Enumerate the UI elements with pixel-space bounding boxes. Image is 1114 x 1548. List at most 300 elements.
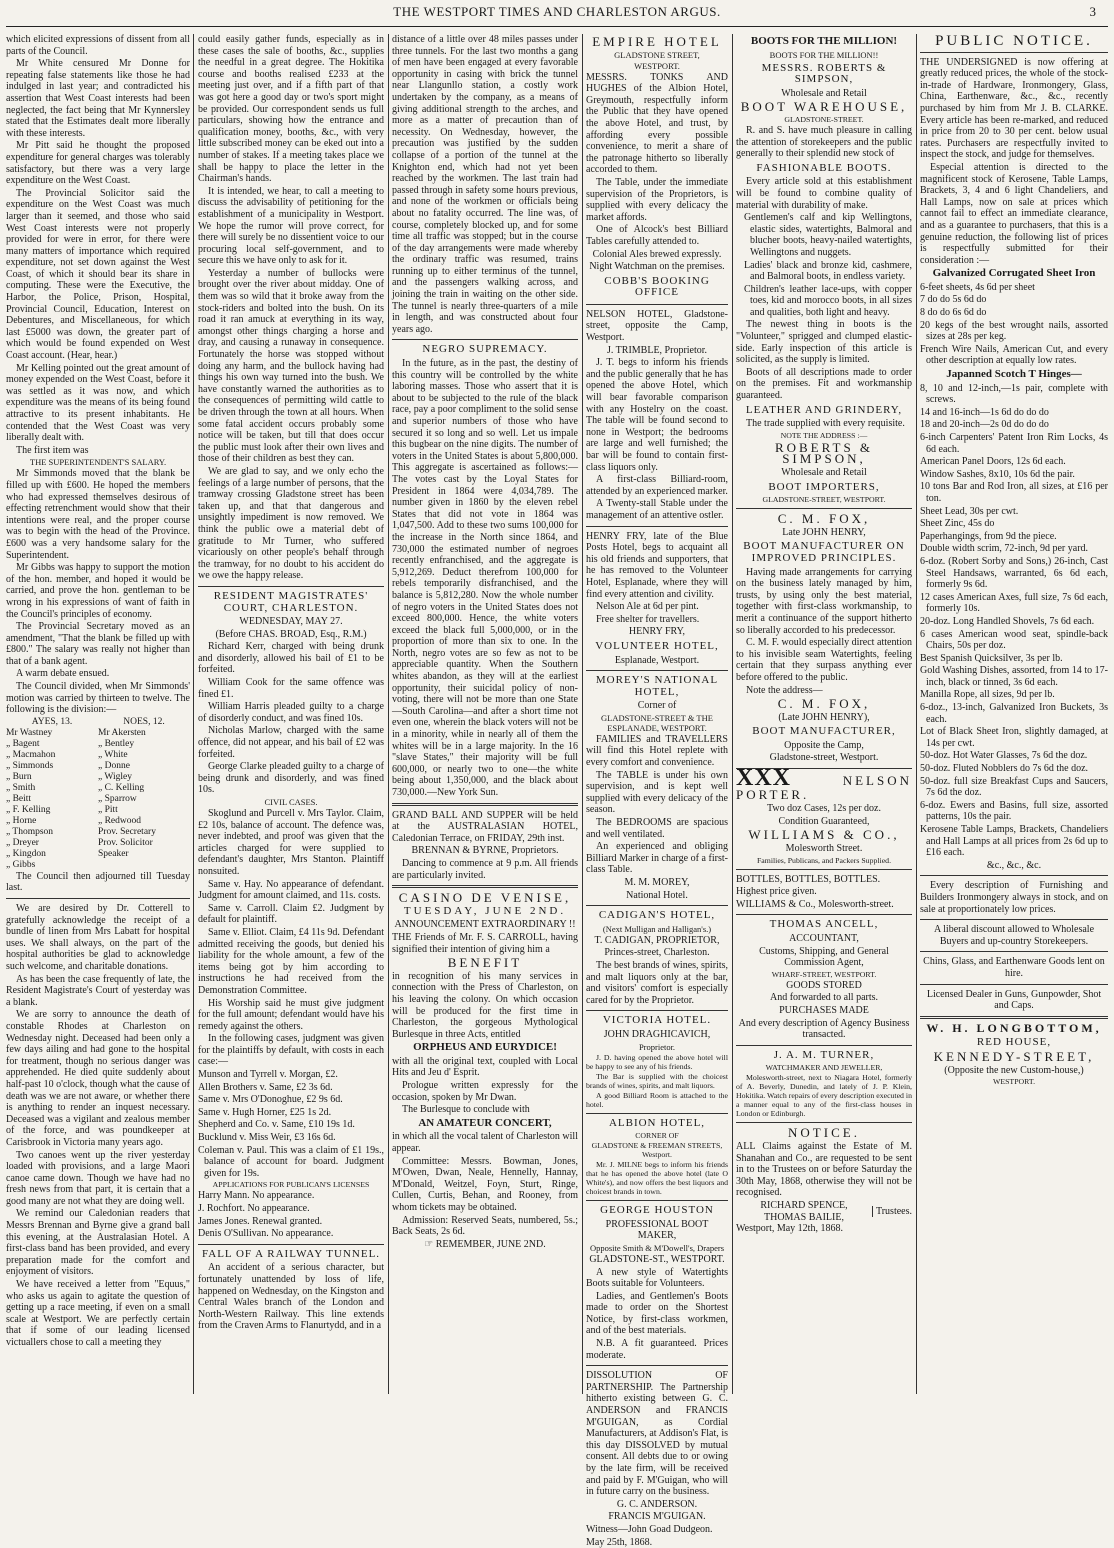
paragraph: THE Friends of Mr. F. S. CARROLL, having signified their intention of giving him a (392, 931, 578, 955)
signature: THOMAS BAILIE, (763, 1211, 844, 1223)
paragraph: Prologue written expressly for the occasion, spoken by Mr Dwan. (392, 1080, 578, 1103)
price-item: 6-inch Carpenters' Patent Iron Rim Locks, 4s 6d each. (920, 432, 1108, 455)
column-divider (582, 34, 583, 1394)
paragraph: NELSON HOTEL, Gladstone-street, opposite the Camp, Westport. (586, 308, 728, 344)
nelson-hotel-advert (586, 309, 728, 527)
section-heading: Japanned Scotch T Hinges— (946, 368, 1082, 381)
paragraph: Licensed Dealer in Guns, Gunpowder, Shot and Caps. (926, 988, 1102, 1012)
paragraph: William Harris pleaded guilty to a charge of disorderly conduct, and was fined 10s. (198, 701, 384, 724)
price-item: 10 tons Bar and Rod Iron, all sizes, at £16 per ton. (920, 481, 1108, 504)
column-divider (732, 34, 733, 1394)
paragraph: One of Alcock's best Billiard Tables carefully attended to. (586, 224, 728, 247)
paragraph: An accident of a serious character, but fortunately unattended by loss of life, happened on Wednesday, on the Kingston and Central Wales branch of the London and North-Western Railway. This line extends from the Craven Arms to Flanurtydd, and in a (198, 1262, 384, 1332)
advert-note: NOTE THE ADDRESS :— (780, 430, 868, 440)
paragraph: Nelson Ale at 6d per pint. (596, 601, 699, 613)
paragraph: Nicholas Marlow, charged with the same offence, did not appear, and his bail of £2 was forfeited. (198, 725, 384, 760)
paragraph: Mr Gibbs was happy to support the motion of the hon. member, and hoped it would be carried, and prove the hon. gentleman to be wrong in his expressions of want of faith in the Council's principles of economy. (6, 562, 190, 620)
paragraph: Dancing to commence at 9 p.m. All friends are particularly invited. (392, 857, 578, 881)
paragraph: The Burlesque to conclude with (402, 1104, 530, 1116)
subheading: CIVIL CASES. (264, 797, 318, 807)
paragraph: Mr Pitt said he thought the proposed expenditure for general charges was tolerably satisfactory, but there was a very large expenditure on the West Coast. (6, 140, 190, 187)
advert-address: WESTPORT. (992, 1077, 1036, 1087)
advert-address: (Next Mulligan and Halligan's.) (602, 923, 712, 934)
advert-heading: WILLIAMS & CO., (748, 827, 900, 843)
advert-heading: NELSON PORTER. (736, 773, 912, 802)
case-item: Coleman v. Paul. This was a claim of £1 19s., balance of account for board. Judgment given for 19s. (198, 1144, 384, 1179)
advert-address: GLADSTONE-STREET. (784, 114, 864, 124)
paragraph: A first-class Billiard-room, attended by an experienced marker. (586, 474, 728, 497)
price-item: Sheet Lead, 30s per cwt. (920, 505, 1019, 517)
paragraph: Every article sold at this establishment will be found to combine quality of material with durability of make. (736, 176, 912, 211)
divider (920, 984, 1108, 985)
advert-heading: LEATHER AND GRINDERY, (745, 403, 903, 416)
price-item: 6 cases American wood seat, spindle-back Chairs, 50s per doz. (920, 628, 1108, 652)
list-item: Mr Akersten (98, 727, 146, 738)
divider (392, 803, 578, 806)
ancell-advert (736, 919, 912, 1045)
pointing-hand-icon: ☞ (424, 1238, 434, 1250)
paragraph: A Twenty-stall Stable under the management of an attentive ostler. (586, 498, 728, 521)
signature: FRANCIS M'GUIGAN. (608, 1511, 706, 1523)
notice-date: May 25th, 1868. (586, 1536, 653, 1548)
list-item: Ladies' black and bronze kid, cashmere, and Balmoral boots, in endless variety. (744, 259, 912, 283)
license-item: J. Rochfort. No appearance. (198, 1203, 310, 1214)
advert-proprietor: JOHN DRAGHICAVICH, (603, 1028, 711, 1040)
paragraph: which elicited expressions of dissent from all parts of the Council. (6, 34, 190, 57)
advert-subheading: RED HOUSE, (976, 1036, 1052, 1049)
column-6 (920, 34, 1108, 1394)
advert-address: Corner of (637, 700, 677, 712)
paragraph: Condition Guaranteed, (778, 815, 870, 827)
column-5 (736, 34, 912, 1394)
paragraph: The TABLE is under his own supervision, and is kept well supplied with every delicacy of the season. (586, 769, 728, 816)
paragraph: R. and S. have much pleasure in calling the attention of storekeepers and the public generally to their splendid new stock of (736, 124, 912, 160)
bottles-advert (736, 874, 912, 916)
list-item: „ Pitt (98, 804, 118, 815)
price-item: Paperhangings, from 9d the piece. (920, 530, 1057, 542)
paragraph: The newest thing in boots is the "Volunteer," sprigged and clumped elastic-side. Early inspection of this article is solicited, as the supply is limited. (736, 319, 912, 366)
license-item: Harry Mann. No appearance. (198, 1190, 315, 1202)
advert-heading: BOOT IMPORTERS, (768, 480, 880, 493)
article-subheading: (Before CHAS. BROAD, Esq., R.M.) (215, 628, 367, 640)
advert-proprietor: J. TRIMBLE, Proprietor. (606, 344, 708, 356)
list-item: Children's leather lace-ups, with copper toes, kid and morocco boots, in all sizes and qualities, both light and heavy. (744, 283, 912, 318)
advert-subheading: Wholesale and Retail (781, 87, 867, 99)
advert-heading: BENEFIT (447, 955, 523, 971)
case-item: Same v. Hugh Horner, £25 1s 2d. (198, 1106, 332, 1118)
paragraph: A new style of Watertights Boots suitable for Volunteers. (586, 1266, 728, 1290)
advert-address: (Opposite the new Custom-house,) (944, 1064, 1084, 1076)
divider (392, 339, 578, 340)
advert-address: CORNER OF (635, 1131, 679, 1141)
paragraph: George Clarke pleaded guilty to a charge of being drunk and disorderly, and was fined 10s. (198, 761, 384, 796)
paragraph: Same v. Hay. No appearance of defendant. Judgment for amount claimed, and 11s. costs. (198, 878, 384, 902)
advert-heading: BOOT MANUFACTURER ON IMPROVED PRINCIPLES. (743, 540, 905, 564)
advert-heading: COBB'S BOOKING OFFICE (604, 274, 710, 299)
notice-date: Westport, May 12th, 1868. (736, 1223, 843, 1235)
division-list (6, 717, 190, 871)
etc-line: &c., &c., &c. (986, 859, 1042, 871)
page-header (0, 4, 1114, 26)
list-item: „ Horne (6, 815, 37, 826)
noes-list (98, 717, 190, 871)
paragraph: Free shelter for travellers. (596, 613, 700, 625)
price-item: 6-doz. Ewers and Basins, full size, assorted patterns, 10s the pair. (920, 799, 1108, 823)
advert-address: Gladstone-street, Westport. (769, 752, 879, 764)
article-heading: FALL OF A RAILWAY TUNNEL. (201, 1247, 381, 1260)
paragraph: MESSRS. TONKS AND HUGHES of the Albion Hotel, Greymouth, respectfully inform the Public that they have opened the above Hotel, and trust, by affording every possible convenience, to merit a share of the patronage hitherto so liberally accorded to them. (586, 71, 728, 176)
divider (920, 52, 1108, 53)
paragraph: The Provincial Secretary moved as an amendment, "That the blank be filled up with £800." The salary was really not higher than that of a bank agent. (6, 621, 190, 667)
article-heading: NEGRO SUPREMACY. (422, 343, 548, 356)
price-item: 12 cases American Axes, full size, 7s 6d each, formerly 10s. (920, 591, 1108, 615)
advert-heading: C. M. FOX, (777, 696, 871, 712)
advert-address: Opposite Smith & M'Dowell's, Drapers (589, 1242, 725, 1253)
case-item: Same v. Mrs O'Donoghue, £2 9s 6d. (198, 1094, 343, 1106)
divider (920, 951, 1108, 952)
paragraph: Highest price given. (736, 886, 817, 898)
paragraph: The BEDROOMS are spacious and well ventilated. (586, 817, 728, 840)
advert-heading: BOOTS FOR THE MILLION! (750, 35, 898, 47)
ayes-list (6, 717, 98, 871)
price-item: 6-doz., 13-inch, Galvanized Iron Buckets, 3s each. (920, 702, 1108, 725)
paragraph: Yesterday a number of bullocks were brought over the river about midday. One of them was so wild that it broke away from the stock-riders and bolted into the bush. On its road it ran amuck at everything in its way, amongst other things charging a horse and dray, and causing a runaway in consequence. Fortunately the horse was stopped without doing any harm, and the bullock having had things his own way turned into the bush. We have constantly warned the authorities as to the consequences of permitting wild cattle to be driven through the town at all hours. When some fatal accident occurs probably some notice will be taken, but till that does occur the public must look after their own lives and those of their children as best they can. (198, 267, 384, 465)
paragraph: with all the original text, coupled with Local Hits and Jeu d' Esprit. (392, 1055, 578, 1079)
price-item: Manilla Rope, all sizes, 9d per lb. (920, 689, 1055, 701)
case-item: Bucklund v. Miss Weir, £3 16s 6d. (198, 1132, 336, 1144)
paragraph: J. D. having opened the above hotel will be happy to see any of his friends. (586, 1052, 728, 1071)
paragraph: We have received a letter from "Equus," who asks us again to agitate the question of getting up a race meeting, if even on a small scale at Westport. We are perfectly certain that if some of our leading licensed victuallers chose to call a meeting they (6, 1279, 190, 1348)
paragraph: The Council then adjourned till Tuesday last. (6, 870, 190, 894)
page-number: 3 (1089, 4, 1096, 19)
paragraph: The trade supplied with every requisite. (746, 418, 905, 430)
list-item: „ Smith (6, 782, 36, 793)
paragraph: Night Watchman on the premises. (589, 261, 725, 273)
case-item: Allen Brothers v. Same, £2 3s 6d. (198, 1081, 333, 1093)
list-item: „ Burn (6, 771, 32, 782)
divider (392, 885, 578, 888)
list-item: „ Bentley (98, 738, 135, 749)
list-item: „ Kingdon (6, 848, 46, 859)
dissolution-notice (586, 1370, 728, 1548)
paragraph: As has been the case frequently of late, the Resident Magistrate's Court of yesterday was a blank. (6, 973, 190, 1008)
price-item: Kerosene Table Lamps, Brackets, Chandeliers and Hall Lamps at all prices from 2s 6d up to £16 each. (920, 824, 1108, 859)
trustee-names (736, 1200, 872, 1223)
paragraph: in which all the vocal talent of Charleston will appear. (392, 1131, 578, 1155)
column-1 (6, 34, 190, 1394)
list-item: „ Macmahon (6, 749, 56, 760)
paragraph: Skoglund and Purcell v. Mrs Taylor. Claim, £2 10s, balance of account. The defence was, never indebted, and proof was given that the articles charged for were supplied to defendant's daughter, Mrs Stanton. Plaintiff nonsuited. (198, 808, 384, 877)
divider (920, 875, 1108, 876)
advert-subheading: (Late JOHN HENRY), (778, 711, 870, 723)
list-item: „ C. Kelling (98, 782, 145, 793)
advert-address: GLADSTONE-ST., WESTPORT. (589, 1253, 725, 1265)
advert-heading: C. M. FOX, (777, 511, 871, 527)
divider (6, 898, 190, 899)
divider (198, 586, 384, 587)
paragraph: WILLIAMS & Co., Molesworth-street. (736, 898, 894, 910)
cadigans-hotel-advert (586, 910, 728, 1011)
advert-heading: BOOT MANUFACTURER, (752, 725, 896, 738)
advert-heading: AN AMATEUR CONCERT, (418, 1116, 552, 1129)
paragraph: Mr Kelling pointed out the great amount of money expended on the West Coast, before it was settled as it was now, and which expenditure was the means of its being found attractive to its present inhabitants. He contended that the West Coast was very liberally dealt with. (6, 362, 190, 444)
advert-heading: MOREY'S NATIONAL HOTEL, (595, 674, 719, 698)
remember-date: REMEMBER, JUNE 2ND. (435, 1238, 546, 1250)
paragraph: And forwarded to all parts. (769, 992, 879, 1004)
advert-heading: BOOT WAREHOUSE, (740, 99, 908, 115)
paragraph: Mr Simmonds moved that the blank be filled up with £600. He hoped the members who had expressed themselves desirous of effecting retrenchment would show that their intentions were real, and the proper course was to begin with the head of the Province. £600 was a very handsome salary for the Superintendent. (6, 468, 190, 561)
advert-heading: J. A. M. TURNER, (773, 1048, 875, 1061)
paragraph: Having made arrangements for carrying on the business lately managed by him, trusts, by using only the best material, together with first-class workmanship, to merit a continuance of the support hitherto so liberally accorded to his predecessor. (736, 566, 912, 636)
price-item: 18 and 20-inch—2s 0d do do do (920, 419, 1049, 431)
paragraph: We are glad to say, and we only echo the feelings of a large number of persons, that the tramway crossing Gladstone street has been taken up, and that that dangerous and unsightly impediment is now removed. We think the public owe a material debt of gratitude to Mr Turner, who suffered vicariously on other people's behalf through the tramway, for no doubt to his accident do we owe the happy release. (198, 465, 384, 582)
article-date: WEDNESDAY, MAY 27. (239, 616, 343, 628)
advert-proprietor-title: Proprietor. (638, 1041, 676, 1052)
noes-heading: NOES, 12. (123, 716, 165, 727)
paragraph: HENRY FRY, late of the Blue Posts Hotel, begs to acquaint all his old friends and supporters, that he has removed to the Volunteer Hotel, Esplanade, where they will find every attention and civility. (586, 530, 728, 600)
advert-heading: ROBERTS & SIMPSON, (774, 439, 874, 467)
list-item: „ Bagent (6, 738, 40, 749)
advert-heading: THOMAS ANCELL, (769, 918, 879, 931)
list-item: „ Thompson (6, 826, 54, 837)
column-2 (198, 34, 384, 1394)
section-heading: Galvanized Corrugated Sheet Iron (932, 267, 1096, 280)
advert-address: WHARF-STREET, WESTPORT. (771, 969, 877, 979)
price-item: Sheet Zinc, 45s do (920, 518, 995, 530)
paragraph: In the future, as in the past, the destiny of this country will be controlled by the white laboring masses. Those who assert that it is about to be subjected to the rule of the black race, pay a poor compliment to the solid sense and superior numbers of those who have secured it so long and so well. Let us impale this bugbear on the nine digits. The number of voters in the United States is about 5,800,000. This aggregate is ascertained as follows:—The votes cast by the Loyal States for President in 1864 were 4,034,789. The number given in 1860 by the eleven rebel States that did not vote in 1864 was 1,047,500. Add to these two sums 100,000 for the increase in the North since 1864, and 730,000 the estimated number of negroes recently enfranchised, and the aggregate is 5,912,269. Deduct therefrom 100,000 for rebels temporarily disfranchised, and the balance is 5,812,280. Now the whole number of negro voters in the United States does not exceed 800,000. Hence, the white voters exceed the black full 5,000,000, or in the proportion of more than six to one. In the North, negro votes are so few as not to be appreciable quantity. When the Southern whites abandon, as they will at the earliest opportunity, their suicidal policy of non-voting, there will not be more than one State—South Carolina—and after a short time not even one, wherein the black voters will not be in a minority, while in nearly all of them the whites will be in a large majority. In the 16 "slave States," their majority will be full 600,000, or nearly two to one—the white being about 1,350,000, and the black about 730,000.—New York Sun. (392, 358, 578, 798)
price-item: French Wire Nails, American Cut, and every other description at equally low rates. (920, 343, 1108, 367)
price-item: American Panel Doors, 12s 6d each. (920, 456, 1066, 468)
advert-address: KENNEDY-STREET, (933, 1048, 1095, 1064)
signature: G. C. ANDERSON. (616, 1498, 698, 1510)
paragraph: It is intended, we hear, to call a meeting to discuss the advisability of petitioning for the establishment of a municipality in Westport. We hope the rumor will prove correct, for there will surely be no dissentient voice to our procuring local self-government, and to secure this we have only to ask for it. (198, 185, 384, 267)
list-item: „ Dreyer (6, 837, 39, 848)
paragraph: The Provincial Solicitor said the expenditure on the West Coast was much larger than it seemed, and those who said West Coast interests were not properly provided for were in error, for there were many matters of importance which required expenditure, not set down against the West Coast, of which it should bear its share in computing. These were the Executive, the Harbor, the Police, Prison, Hospital, Provincial Council, Education, Interest on Debentures, and Miscellaneous, for which last £5000 was down, the greater part of which would be found expended on West Coast account. (Hear, hear.) (6, 187, 190, 362)
estate-notice (736, 1127, 912, 1234)
paragraph: Admission: Reserved Seats, numbered, 5s.; Back Seats, 2s 6d. (392, 1214, 578, 1238)
paragraph: His Worship said he must give judgment for the full amount; defendant would have his remedy against the others. (198, 997, 384, 1032)
paragraph: ALL Claims against the Estate of M. Shanahan and Co., are requested to be sent in to the Trustees on or before Saturday the 30th May, 1868, otherwise they will not be recognised. (736, 1140, 912, 1199)
paragraph: We remind our Caledonian readers that Messrs Brennan and Byrne give a grand ball this evening, at the Australasian Hotel. A first-class band has been provided, and every preparation made for the comfort and enjoyment of visitors. (6, 1208, 190, 1278)
list-item: „ Beitt (6, 793, 32, 804)
roberts-simpson-advert (736, 36, 912, 509)
paragraph: The first item was (16, 444, 89, 456)
list-item: Prov. Secretary (98, 826, 156, 837)
list-item: „ Gibbs (6, 859, 36, 870)
list-item: Mr Wastney (6, 727, 53, 738)
empire-hotel-advert (586, 36, 728, 305)
license-item: James Jones. Renewal granted. (198, 1215, 323, 1227)
paragraph: Boots of all descriptions made to order on the premises. Fit and workmanship guaranteed. (736, 366, 912, 402)
price-item: 14 and 16-inch—1s 6d do do do (920, 406, 1049, 418)
paragraph: Families, Publicans, and Packers Supplied. (756, 855, 892, 865)
list-item: Speaker (98, 848, 129, 859)
column-4 (586, 34, 728, 1548)
newspaper-title: THE WESTPORT TIMES AND CHARLESTON ARGUS. (393, 4, 721, 19)
volunteer-hotel-advert (586, 531, 728, 672)
advert-address: GLADSTONE-STREET, WESTPORT. (762, 495, 886, 505)
victoria-hotel-advert (586, 1015, 728, 1113)
paragraph: J. T. begs to inform his friends and the public generally that he has opened the above Hotel, which will bear favorable comparison with any Hostelry on the coast. The table will be found second to none in Westport; the bedrooms are large and well furnished; the bar will be found to contain first-class liquors only. (586, 357, 728, 473)
paragraph: And every description of Agency Business transacted. (738, 1017, 910, 1041)
paragraph: C. M. F. would especially direct attention to his invisible seam Watertights, feeling certain that they surpass anything ever before offered to the public. (736, 637, 912, 683)
paragraph: Mr White censured Mr Donne for repeating false statements like those he had indulged in last year; and contradicted his assertion that West Coast interests had been neglected, the fact being that Mr Kynnersley stated that the Estimates dealt more liberally with these interests. (6, 58, 190, 139)
column-divider (916, 34, 917, 1394)
paragraph: in recognition of his many services in connection with the Press of Charleston, on his leaving the colony. On which occasion will be produced for the first time in Charleston, the gorgeous Mythological Burlesque in three Acts, entitled (392, 970, 578, 1040)
paragraph: Customs, Shipping, and General Commission Agent, (759, 945, 889, 969)
paragraph: Two canoes went up the river yesterday loaded with provisions, and a large Maori canoe came down. Though we have had no fresh news from that part, it is certain that a good many are not what they are doing well. (6, 1149, 190, 1207)
trustees-block (736, 1200, 912, 1223)
list-item: „ Sparrow (98, 793, 137, 804)
paragraph: The best brands of wines, spirits, and malt liquors only at the bar, and visitors' comfort is especially cared for by the Proprietor. (586, 959, 728, 1006)
albion-hotel-advert (586, 1118, 728, 1202)
advert-heading: MESSRS. ROBERTS & SIMPSON, (761, 61, 887, 86)
turner-advert (736, 1050, 912, 1124)
advert-subheading: Wholesale and Retail (781, 467, 867, 478)
paragraph: In the following cases, judgment was given for the plaintiffs by default, with costs in each case:— (198, 1033, 384, 1068)
advert-address: Esplanade, Westport. (614, 654, 700, 666)
nelson-porter-advert (736, 765, 912, 870)
paragraph: Same v. Elliot. Claim, £4 11s 9d. Defendant admitted receiving the goods, but denied his liability for the whole amount, a few of the items being got by him according to instructions he had received from the Demonstration Committee. (198, 926, 384, 996)
price-item: 6-doz. (Robert Sorby and Sons,) 26-inch, Cast Steel Handsaws, warranted, 6s 6d each, formerly 9s 6d. (920, 555, 1108, 591)
divider (198, 1244, 384, 1245)
column-divider (193, 34, 194, 1394)
advert-subheading: ANNOUNCEMENT EXTRAORDINARY !! (394, 919, 576, 931)
list-item: „ F. Kelling (6, 804, 51, 815)
advert-address: National Hotel. (626, 889, 688, 901)
column-divider (388, 34, 389, 1394)
list-item: „ Redwood (98, 815, 142, 826)
signature: RICHARD SPENCE, (760, 1199, 848, 1211)
paragraph: The Table, under the immediate supervision of the Proprietors, is supplied with every delicacy the market affords. (586, 176, 728, 223)
paragraph: Chins, Glass, and Earthenware Goods lent on hire. (923, 956, 1105, 979)
advert-footer (392, 1239, 578, 1251)
paragraph: Every description of Furnishing and Builders Ironmongery always in stock, and on sale at proportionately low prices. (920, 880, 1108, 915)
paragraph: distance of a little over 48 miles passes under three tunnels. For the last two months a gang of men have been engaged at every favorable opportunity in casing with brick the tunnel near Llangunllo station, a costly work undertaken by the company, as a means of giving additional strength to the arches, and more as a matter of precaution than of necessity. On Wednesday, however, the precaution was justified by the sudden collapse of a portion of the tunnel at the Knighton end, which had not yet been reached by the workmen. The last train had passed through in safety some hours previous, and none of the workmen or officials being about no fatality occurred. The line was, of course, completely blocked up, and for some time all traffic was stopped; but in the course of the day arrangements were made whereby the ordinary traffic was resumed, trains running up to either terminus of the tunnel, and the passengers walking across, and joining the train in waiting on the other side. The tunnel is nearly three-quarters of a mile in length, and was constructed about four years ago. (392, 34, 578, 335)
advert-date: TUESDAY, JUNE 2ND. (403, 904, 567, 917)
advert-address: WESTPORT. (634, 60, 680, 71)
paragraph: William Cook for the same offence was fined £1. (198, 677, 384, 700)
houston-advert (586, 1205, 728, 1366)
advert-address: Opposite the Camp, (784, 739, 864, 751)
paragraph: Ladies, and Gentlemen's Boots made to order on the Shortest Notice, by first-class workmen, and of the best materials. (586, 1290, 728, 1337)
price-item: 50-doz. Hot Water Glasses, 7s 6d the doz. (920, 750, 1088, 762)
paragraph: A warm debate ensued. (16, 668, 110, 680)
xxx-mark: XXX (736, 765, 791, 792)
paragraph: N.B. A fit guaranteed. Prices moderate. (586, 1338, 728, 1361)
list-item: Gentlemen's calf and kip Wellingtons, elastic sides, watertights, Balmoral and blucher boots, heavy-nailed watertights, Wellingtons and nuggets. (744, 212, 912, 258)
advert-address: Molesworth Street. (785, 843, 863, 855)
paragraph: THE UNDERSIGNED is now offering at greatly reduced prices, the whole of the stock-in-trade of Hardware, Ironmongery, Glass, China, Earthenware, &c., &c., recently purchased by him from Mr J. B. CLARKE. Every article has been re-marked, and reduced in price from 20 to 30 per cent. below usual rates. Purchasers are respectfully invited to inspect the stock, and judge for themselves. (920, 56, 1108, 161)
paragraph: Mr. J. MILNE begs to inform his friends that he has opened the above hotel (late O White's), and now offers the best liquors and choicest brands in town. (586, 1160, 728, 1197)
advert-heading: CADIGAN'S HOTEL, (598, 909, 716, 922)
paragraph: An experienced and obliging Billiard Marker in charge of a first-class Table. (586, 841, 728, 876)
price-item: 50-doz. Fluted Nobblers do 7s 6d the doz. (920, 763, 1089, 775)
paragraph: FAMILIES and TRAVELLERS will find this Hotel replete with every comfort and convenience. (586, 733, 728, 769)
advert-subheading: WATCHMAKER AND JEWELLER, (765, 1063, 883, 1073)
ayes-heading: AYES, 13. (31, 716, 73, 727)
paragraph: Richard Kerr, charged with being drunk and disorderly, allowed his bail of £1 to be forfeited. (198, 641, 384, 676)
advert-proprietor: HENRY FRY, (628, 626, 686, 638)
advert-subheading: GOODS STORED (786, 979, 862, 991)
list-item: „ Simmonds (6, 760, 54, 771)
paragraph: Colonial Ales brewed expressly. (592, 248, 722, 260)
paragraph: DISSOLUTION OF PARTNERSHIP. The Partnership hitherto existing between G. C. ANDERSON and FRANCIS M'GUIGAN, as Cordial Manufacturers, at Addison's Flat, is this day DISSOLVED by mutual consent. All debts due to or owing by the late firm, will be received and paid by F. M'Guigan, who will in future carry on the business. (586, 1370, 728, 1498)
advert-heading: CASINO DE VENISE, (398, 890, 572, 906)
list-item: „ Wigley (98, 771, 133, 782)
price-item: Double width scrim, 72-inch, 9d per yard. (920, 543, 1089, 555)
price-item: Window Sashes, 8x10, 10s 6d the pair. (920, 468, 1075, 480)
price-item: 6-feet sheets, 4s 6d per sheet (920, 281, 1035, 293)
advert-heading: ALBION HOTEL, (608, 1116, 706, 1129)
paragraph: Committee: Messrs. Bowman, Jones, M'Owen, Dwan, Neale, Hennelly, Hannay, M'Donald, Weitzel, Foyn, Sturt, Ringe, Cullen, Curtis, Behan, and Rooney, from whom tickets may be obtained. (392, 1155, 578, 1213)
divider (920, 1016, 1108, 1019)
price-item: Gold Washing Dishes, assorted, from 14 to 17-inch, black or tinned, 3s 6d each. (920, 665, 1108, 688)
paragraph: We are desired by Dr. Cotterell to gratefully acknowledge the receipt of a bundle of linen from Mrs Labatt for hospital uses. We shall always, on the part of the hospital authorities be glad to acknowledge such welcome, and charitable donations. (6, 903, 190, 972)
case-item: Shepherd and Co. v. Same, £10 19s 1d. (198, 1119, 355, 1131)
moreys-hotel-advert (586, 675, 728, 906)
price-item: 50-doz. full size Breakfast Cups and Saucers, 7s 6d the doz. (920, 775, 1108, 799)
paragraph: Same v. Carroll. Claim £2. Judgment by default for plaintiff. (198, 902, 384, 926)
paragraph: The Bar is supplied with the choicest brands of wines, spirits, and malt liquors. (586, 1071, 728, 1090)
paragraph: Molesworth-street, next to Niagara Hotel, formerly of A. Beverly, Dunedin, and lately of J. P. Klein, Hokitika. Watch repairs of every description executed in a manner equal to any of the first-class houses in London or Edinburgh. (736, 1073, 912, 1119)
advert-heading: GEORGE HOUSTON (600, 1204, 714, 1217)
list-item: „ Donne (98, 760, 130, 771)
paragraph: Two doz Cases, 12s per doz. (767, 803, 881, 815)
advert-proprietor: M. M. MOREY, (624, 877, 690, 888)
divider (920, 919, 1108, 920)
advert-signature: BRENNAN & BYRNE, Proprietors. (411, 845, 559, 857)
advert-subheading: ACCOUNTANT, (789, 933, 859, 944)
witness: Witness—John Goad Dudgeon. (586, 1523, 713, 1535)
price-item: 20-doz. Long Handled Shovels, 7s 6d each. (920, 615, 1095, 627)
article-heading: RESIDENT MAGISTRATES' COURT, CHARLESTON. (213, 589, 369, 614)
price-item: Lot of Black Sheet Iron, slightly damaged, at 14s per cwt. (920, 726, 1108, 749)
advert-subheading: PURCHASES MADE (779, 1004, 869, 1016)
paragraph: A good Billiard Room is attached to the hotel. (586, 1090, 728, 1109)
advert-heading: ORPHEUS AND EURYDICE! (413, 1041, 557, 1054)
price-item: 8, 10 and 12-inch,—1s pair, complete with screws. (920, 382, 1108, 406)
list-item: „ White (98, 749, 128, 760)
advert-subheading: Late JOHN HENRY, (782, 526, 866, 538)
subheading: APPLICATIONS FOR PUBLICAN'S LICENSES (212, 1180, 370, 1190)
advert-heading: EMPIRE HOTEL (592, 34, 722, 49)
ball-advert: GRAND BALL AND SUPPER will be held at the AUSTRALASIAN HOTEL, Caledonian Terrace, on FRIDAY, 29th inst. (392, 809, 578, 844)
paragraph: A liberal discount allowed to Wholesale Buyers and up-country Storekeepers. (933, 924, 1095, 947)
advert-address: GLADSTONE STREET, (614, 49, 700, 60)
advert-heading: FASHIONABLE BOOTS. (756, 161, 892, 174)
price-item: 7 do do 5s 6d do (920, 294, 987, 306)
license-item: Denis O'Sullivan. No appearance. (198, 1228, 334, 1240)
case-item: Munson and Tyrrell v. Morgan, £2. (198, 1069, 338, 1081)
paragraph: Especial attention is directed to the magnificent stock of Kerosene, Table Lamps, Brackets, 3, 4 and 6 light Chandeliers, and Hall Lamps, now on sale at prices which cannot fail to effect an immediate clearance, and as a guarantee to purchasers, that this is a genuine reduction, the following list of prices is respectfully submitted for their consideration :— (920, 161, 1108, 266)
advert-heading: PUBLIC NOTICE. (935, 33, 1093, 49)
advert-heading-line (736, 765, 912, 802)
advert-heading: BOTTLES, BOTTLES, BOTTLES. (736, 873, 881, 885)
paragraph: Note the address— (746, 684, 823, 696)
advert-address: Princes-street, Charleston. (604, 947, 710, 959)
subheading: THE SUPERINTENDENT'S SALARY. (29, 457, 167, 468)
price-item: 20 kegs of the best wrought nails, assorted sizes at 28s per keg. (920, 319, 1108, 343)
column-3 (392, 34, 578, 1394)
advert-heading: VOLUNTEER HOTEL, (595, 639, 719, 652)
advert-heading: W. H. LONGBOTTOM, (926, 1020, 1102, 1035)
paragraph: We are sorry to announce the death of constable Rhodes at Charleston on Wednesday night. Deceased had been only a few days ailing and had gone to the hospital for treatment, though no serious danger was apprehended. He died quite suddenly about half-past 10 o'clock, though what the cause of death was we are not aware, or whether there is anything to render an inquest necessary. Deceased was a vigilant and zealous member of the force, and was poundkeeper at Carisbrook in Victoria many years ago. (6, 1009, 190, 1148)
list-item: Prov. Solicitor (98, 837, 153, 848)
advert-address: GLADSTONE & FREEMAN STREETS, Westport. (591, 1141, 723, 1160)
price-item: Best Spanish Quicksilver, 3s per lb. (920, 652, 1063, 664)
advert-subheading: BOOTS FOR THE MILLION!! (769, 49, 879, 60)
